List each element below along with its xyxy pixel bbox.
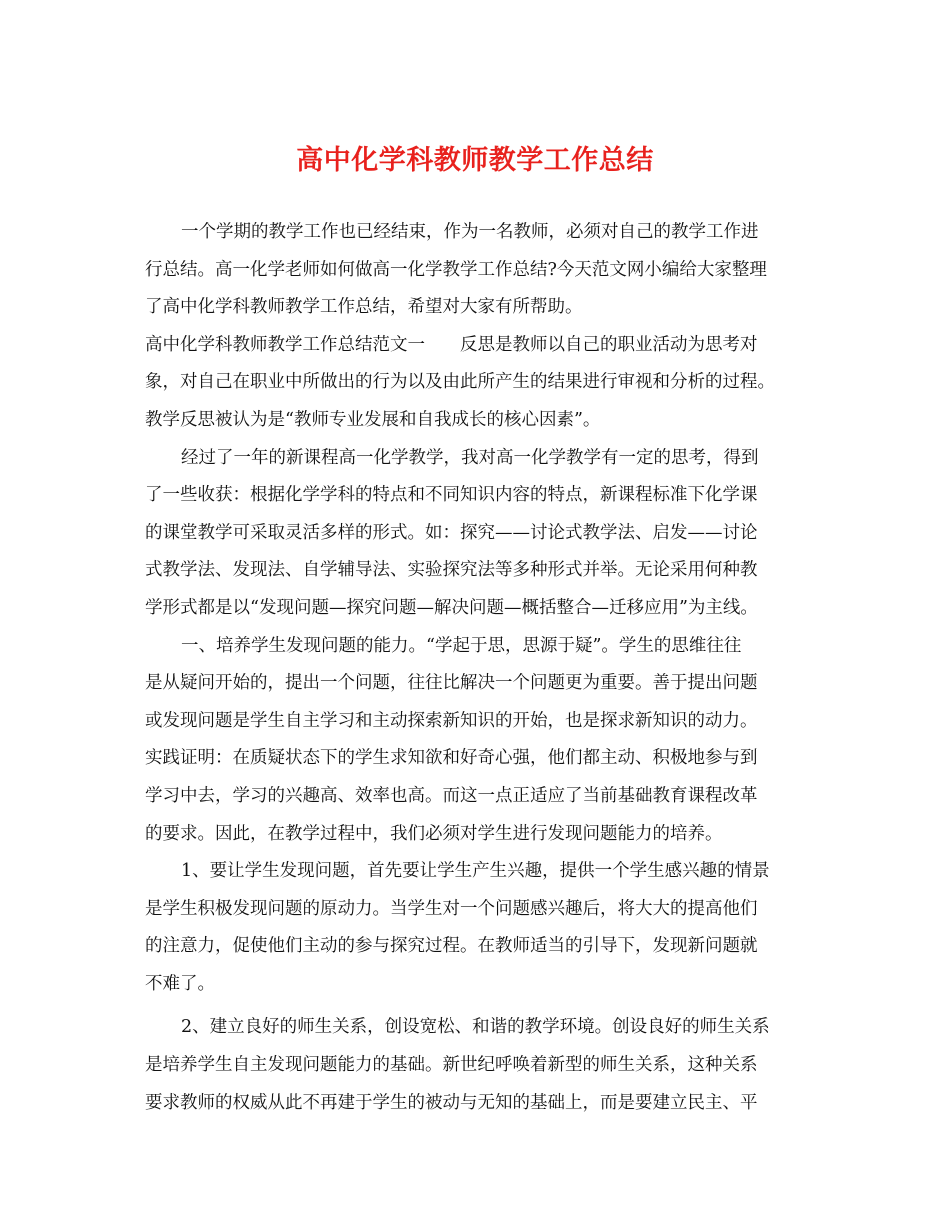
text-line: 学形式都是以“发现问题—探究问题—解决问题—概括整合—迁移应用”为主线。 (145, 597, 758, 618)
text-line: 经过了一年的新课程高一化学教学，我对高一化学教学有一定的思考，得到 (181, 447, 759, 468)
text-line: 不难了。 (145, 973, 215, 994)
text-line: 象，对自己在职业中所做出的行为以及由此所产生的结果进行审视和分析的过程。 (145, 372, 775, 393)
text-line: 或发现问题是学生自主学习和主动探索新知识的开始，也是探求新知识的动力。 (145, 710, 758, 731)
text-line: 一、培养学生发现问题的能力。“学起于思，思源于疑”。学生的思维往往 (181, 635, 742, 656)
text-line: 2、建立良好的师生关系，创设宽松、和谐的教学环境。创设良好的师生关系 (181, 1017, 770, 1038)
text-line: 学习中去，学习的兴趣高、效率也高。而这一点正适应了当前基础教育课程改革 (145, 785, 758, 806)
text-line: 的注意力，促使他们主动的参与探究过程。在教师适当的引导下，发现新问题就 (145, 936, 758, 957)
text-line: 的要求。因此，在教学过程中，我们必须对学生进行发现问题能力的培养。 (145, 823, 723, 844)
text-line: 了一些收获：根据化学学科的特点和不同知识内容的特点，新课程标准下化学课 (145, 485, 758, 506)
text-line: 实践证明：在质疑状态下的学生求知欲和好奇心强，他们都主动、积极地参与到 (145, 748, 758, 769)
text-line: 是培养学生自主发现问题能力的基础。新世纪呼唤着新型的师生关系，这种关系 (145, 1055, 758, 1076)
text-line: 式教学法、发现法、自学辅导法、实验探究法等多种形式并举。无论采用何种教 (145, 560, 758, 581)
text-line: 要求教师的权威从此不再建于学生的被动与无知的基础上，而是要建立民主、平 (145, 1092, 758, 1113)
text-line: 了高中化学科教师教学工作总结，希望对大家有所帮助。 (145, 297, 583, 318)
text-line: 教学反思被认为是“教师专业发展和自我成长的核心因素”。 (145, 409, 601, 430)
text-line: 1、要让学生发现问题，首先要让学生产生兴趣，提供一个学生感兴趣的情景 (181, 861, 770, 882)
document-body (145, 214, 805, 1122)
text-line: 是从疑问开始的，提出一个问题，往往比解决一个问题更为重要。善于提出问题 (145, 673, 758, 694)
text-line: 行总结。高一化学老师如何做高一化学教学工作总结?今天范文网小编给大家整理 (145, 259, 767, 280)
text-line: 是学生积极发现问题的原动力。当学生对一个问题感兴趣后，将大大的提高他们 (145, 898, 758, 919)
text-line: 的课堂教学可采取灵活多样的形式。如：探究——讨论式教学法、启发——讨论 (145, 522, 758, 543)
text-line: 高中化学科教师教学工作总结范文一 反思是教师以自己的职业活动为思考对 (145, 334, 758, 355)
document-title: 高中化学科教师教学工作总结 (296, 145, 654, 176)
text-line: 一个学期的教学工作也已经结束，作为一名教师，必须对自己的教学工作进 (181, 222, 759, 242)
